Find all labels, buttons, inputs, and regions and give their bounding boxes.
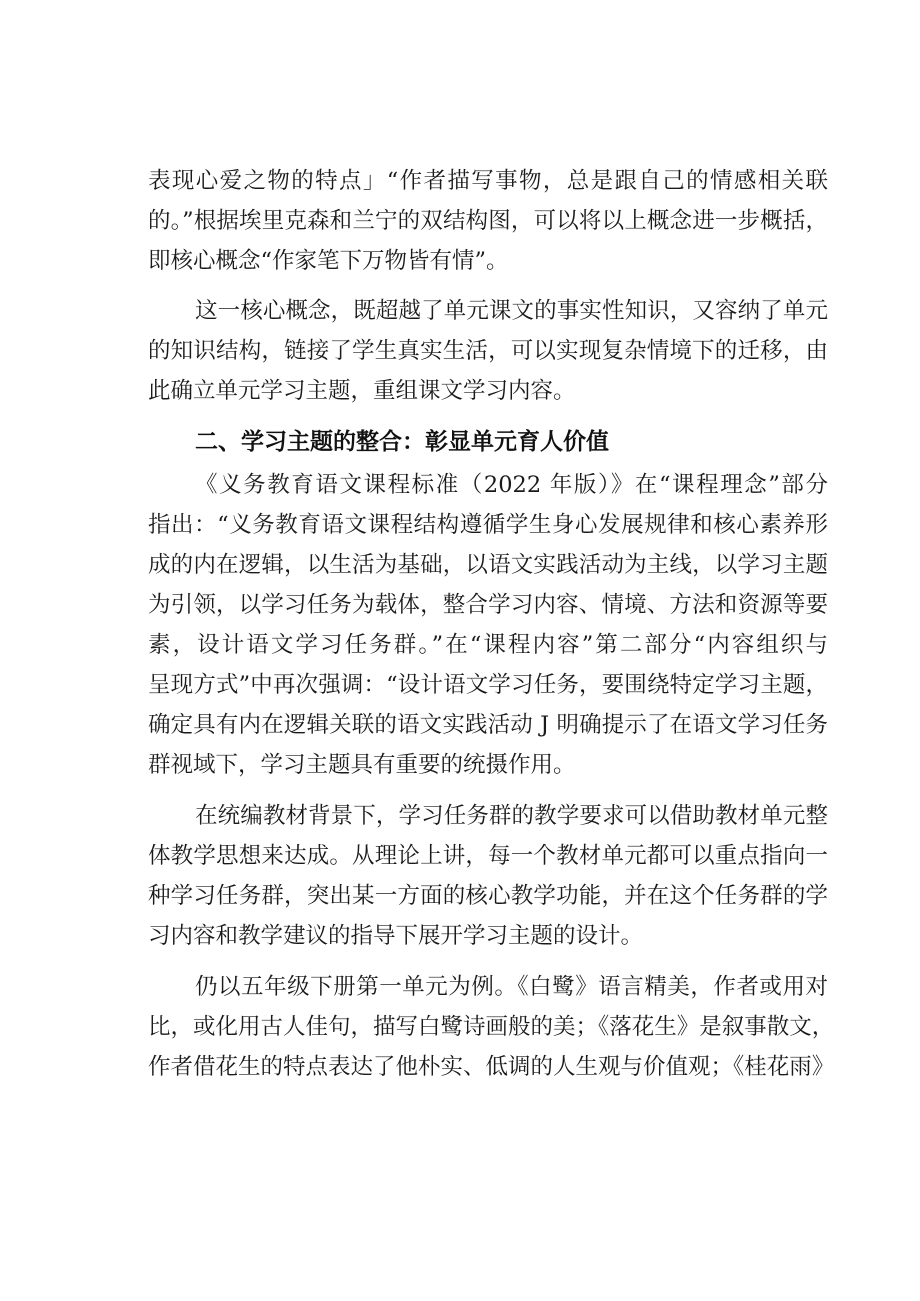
text-line: 体教学思想来达成。从理论上讲，每一个教材单元都可以重点指向一 xyxy=(148,843,828,869)
text-line: 《义务教育语文课程标准（2022 年版）》在“课程理念”部分 xyxy=(195,472,828,498)
text-line: 习内容和教学建议的指导下展开学习主题的设计。 xyxy=(148,923,644,949)
text-line: 呈现方式”中再次强调：“设计语文学习任务，要围绕特定学习主题， xyxy=(148,672,828,698)
text-line: 的。”根据埃里克森和兰宁的双结构图，可以将以上概念进一步概括， xyxy=(148,208,828,234)
text-line: 种学习任务群，突出某一方面的核心教学功能，并在这个任务群的学 xyxy=(148,883,828,909)
text-line: 指出：“义务教育语文课程结构遵循学生身心发展规律和核心素养形 xyxy=(148,512,828,538)
text-line: 确定具有内在逻辑关联的语文实践活动 J 明确提示了在语文学习任务 xyxy=(148,712,828,738)
text-line: 即核心概念“作家笔下万物皆有情”。 xyxy=(148,248,509,274)
text-line: 素，设计语文学习任务群。”在“课程内容”第二部分“内容组织与 xyxy=(148,632,828,658)
text-line: 的知识结构，链接了学生真实生活，可以实现复杂情境下的迁移，由 xyxy=(148,338,828,364)
section-heading: 二、学习主题的整合：彰显单元育人价值 xyxy=(195,429,609,455)
text-line: 在统编教材背景下，学习任务群的教学要求可以借助教材单元整 xyxy=(195,803,828,829)
text-line: 为引领，以学习任务为载体，整合学习内容、情境、方法和资源等要 xyxy=(148,592,828,618)
text-line: 仍以五年级下册第一单元为例。《白鹭》语言精美，作者或用对 xyxy=(195,974,828,1000)
text-line: 表现心爱之物的特点」“作者描写事物，总是跟自己的情感相关联 xyxy=(148,168,828,194)
text-line: 比，或化用古人佳句，描写白鹭诗画般的美；《落花生》是叙事散文， xyxy=(148,1014,835,1040)
text-line: 作者借花生的特点表达了他朴实、低调的人生观与价值观；《桂花雨》 xyxy=(148,1054,835,1080)
text-line: 群视域下，学习主题具有重要的统摄作用。 xyxy=(148,752,576,778)
text-line: 成的内在逻辑，以生活为基础，以语文实践活动为主线，以学习主题 xyxy=(148,552,828,578)
text-line: 这一核心概念，既超越了单元课文的事实性知识，又容纳了单元 xyxy=(195,298,828,324)
text-line: 此确立单元学习主题，重组课文学习内容。 xyxy=(148,378,576,404)
